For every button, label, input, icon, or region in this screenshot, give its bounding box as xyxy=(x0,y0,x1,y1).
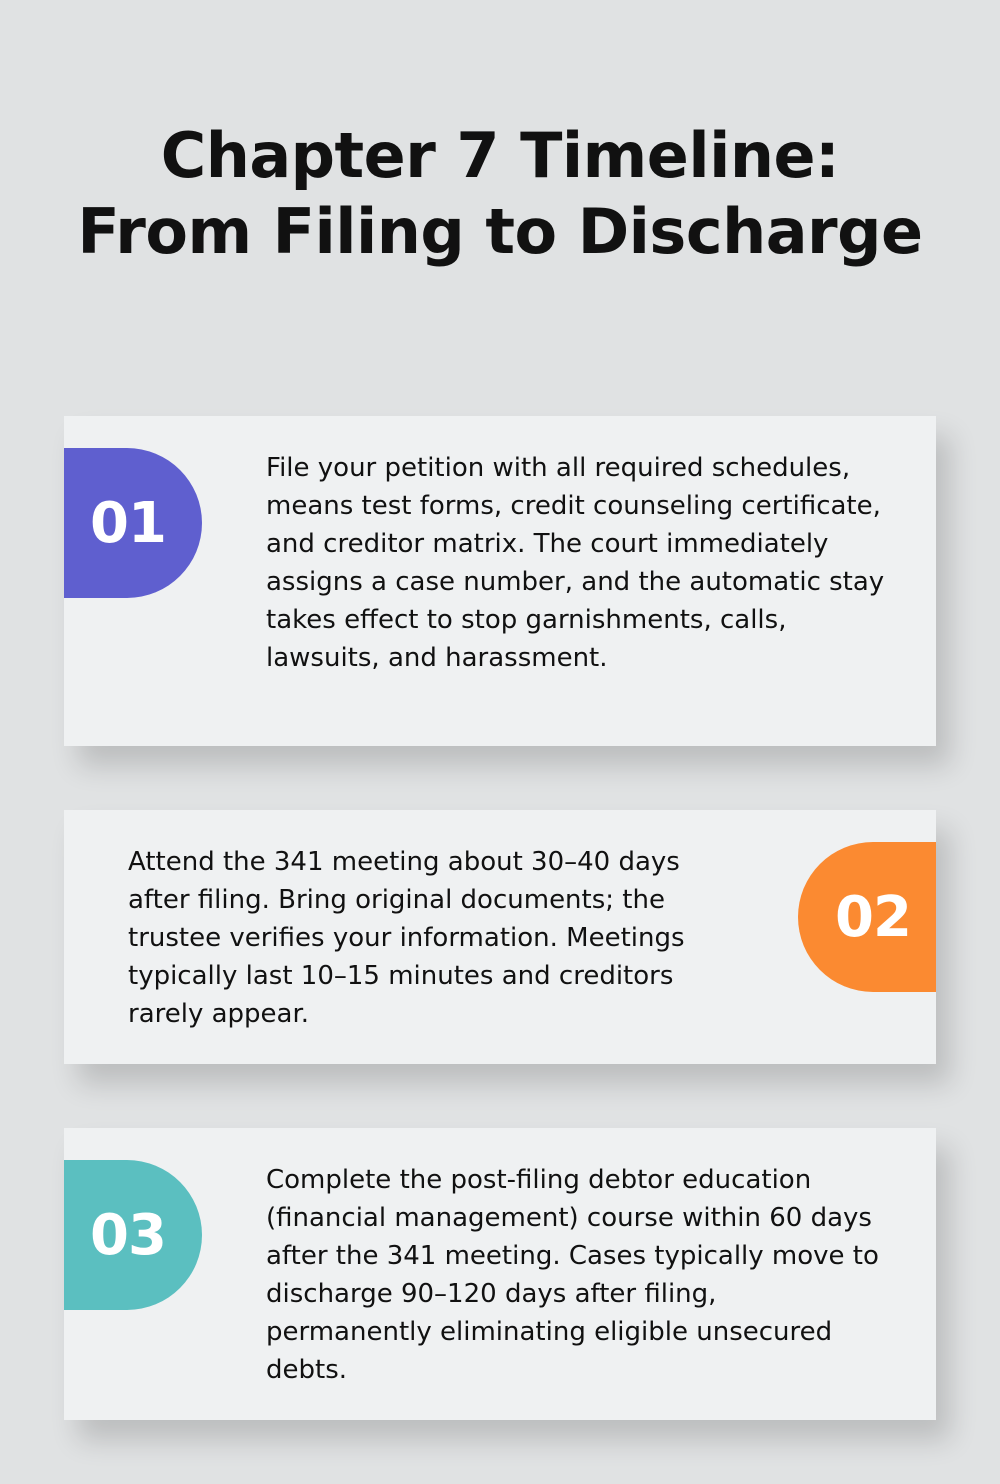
title-line-1: Chapter 7 Timeline: xyxy=(160,119,840,192)
step-card-1 xyxy=(64,416,936,746)
step-description-1: File your petition with all required schedules, means test forms, credit counseling certificate, and creditor matrix. The court immediately assigns a case number, and the automatic stay takes effect to stop garnishments, calls, lawsuits, and harassment. xyxy=(266,453,885,673)
title-line-2: From Filing to Discharge xyxy=(77,195,923,268)
step-card-2 xyxy=(64,810,936,1064)
page-title xyxy=(0,118,1000,270)
step-number-badge-2: 02 xyxy=(798,842,936,992)
step-number-badge-1: 01 xyxy=(64,448,202,598)
step-card-3 xyxy=(64,1128,936,1420)
step-description-2: Attend the 341 meeting about 30–40 days after filing. Bring original documents; the trustee verifies your information. Meetings typically last 10–15 minutes and creditors rarely appear. xyxy=(128,847,685,1029)
step-number-badge-3: 03 xyxy=(64,1160,202,1310)
step-description-3: Complete the post-filing debtor education (financial management) course within 60 days after the 341 meeting. Cases typically move to discharge 90–120 days after filing, permanently eliminating eligible unsecured debts. xyxy=(266,1165,879,1385)
